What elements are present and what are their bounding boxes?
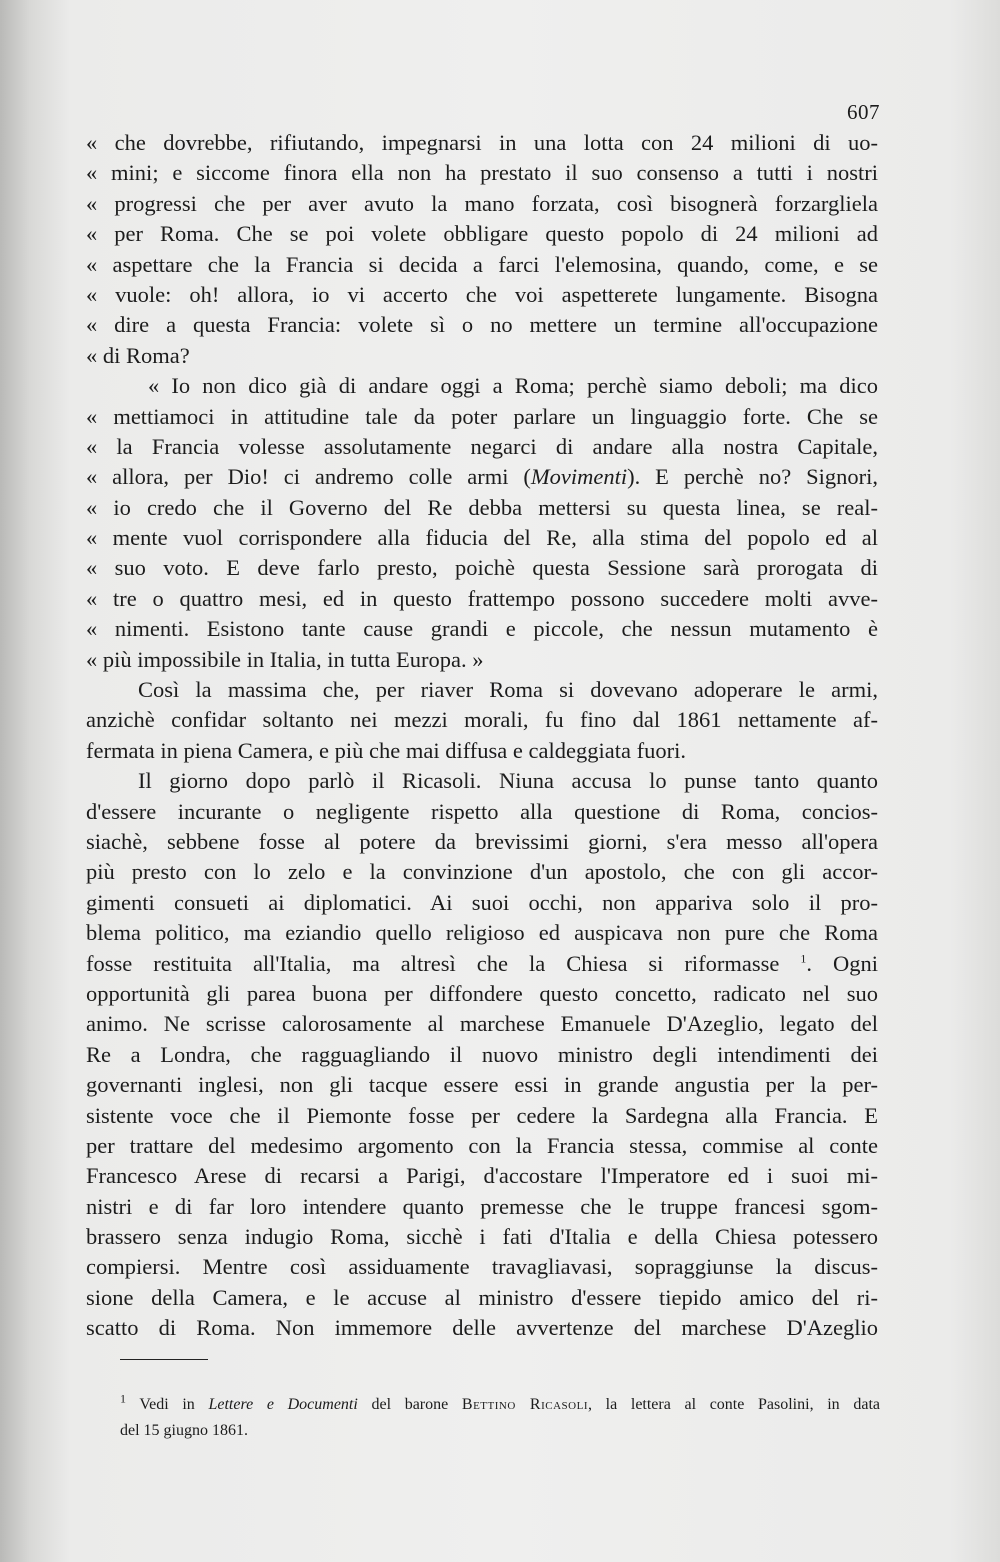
footnote-text: , la lettera al conte Pasolini, in data [588,1396,880,1413]
text-line: nistri e di far loro intendere quanto premesse che le truppe francesi sgom- [86,1193,878,1219]
text-line: compiersi. Mentre così assiduamente travagliavasi, sopraggiunse la discus- [86,1254,878,1280]
text-line: « più impossibile in Italia, in tutta Europa. » [86,646,484,672]
text-line: « Io non dico già di andare oggi a Roma; perchè siamo deboli; ma dico [148,373,878,399]
text-line-with-footnote-ref [86,949,878,979]
footnote-mark: 1 [120,1391,126,1406]
text-line: sistente voce che il Piemonte fosse per cedere la Sardegna alla Francia. E [86,1102,878,1128]
text-line: Francesco Arese di recarsi a Parigi, d'accostare l'Imperatore ed i suoi mi- [86,1163,878,1189]
italic-stage-direction: Movimenti [530,464,628,490]
text-line: « mente vuol corrispondere alla fiducia del Re, alla stima del popolo ed al [86,525,878,551]
text-line: blema politico, ma eziandio quello religioso ed auspicava non pure che Roma [86,920,878,946]
text-line: animo. Ne scrisse calorosamente al marchese Emanuele D'Azeglio, legato del [86,1011,878,1037]
text-segment: ). E perchè no? Signori, [627,464,878,490]
footnote-text: Vedi in [139,1396,209,1413]
footnote-line [120,1392,880,1418]
text-segment: fosse restituita all'Italia, ma altresì che la Chiesa si riformasse [86,950,801,976]
text-line: « mettiamoci in attitudine tale da poter parlare un linguaggio forte. Che se [86,403,878,429]
text-line: siachè, sebbene fosse al potere da brevissimi giorni, s'era messo all'opera [86,828,878,854]
page-number: 607 [847,100,880,124]
text-line: « io credo che il Governo del Re debba mettersi su questa linea, se real- [86,494,878,520]
footnote-divider [120,1359,208,1360]
text-line: gimenti consueti ai diplomatici. Ai suoi occhi, non appariva solo il pro- [86,889,878,915]
footnote-text: del barone [357,1396,462,1413]
text-line: « vuole: oh! allora, io vi accerto che voi aspetterete lungamente. Bisogna [86,281,878,307]
text-line: « nimenti. Esistono tante cause grandi e piccole, che nessun mutamento è [86,616,878,642]
footnote-title: Lettere e Documenti [208,1396,358,1413]
text-line: « che dovrebbe, rifiutando, impegnarsi in una lotta con 24 milioni di uo- [86,130,878,155]
text-line: « tre o quattro mesi, ed in questo frattempo possono succedere molti avve- [86,585,878,611]
footnote-reference[interactable]: 1 [800,951,807,966]
text-line: « la Francia volesse assolutamente negarci di andare alla nostra Capitale, [86,433,878,459]
text-line: « aspettare che la Francia si decida a farci l'elemosina, quando, come, e se [86,251,878,277]
text-line: « dire a questa Francia: volete sì o no mettere un termine all'occupazione [86,312,878,338]
text-line: sione della Camera, e le accuse al ministro d'essere tiepido amico del ri- [86,1284,878,1310]
text-line: « mini; e siccome finora ella non ha prestato il suo consenso a tutti i nostri [86,160,878,186]
text-line: scatto di Roma. Non immemore delle avvertenze del marchese D'Azeglio [86,1315,878,1341]
text-line: brassero senza indugio Roma, sicchè i fati d'Italia e della Chiesa potessero [86,1224,878,1250]
text-line: opportunità gli parea buona per diffondere questo concetto, radicato nel suo [86,980,878,1006]
text-line: « suo voto. E deve farlo presto, poichè questa Sessione sarà prorogata di [86,555,878,581]
body-text [86,128,878,1344]
text-line: per trattare del medesimo argomento con la Francia stessa, commise al conte [86,1132,878,1158]
text-line: « di Roma? [86,342,190,368]
text-line: Così la massima che, per riaver Roma si dovevano adoperare le armi, [138,677,878,703]
text-line: più presto con lo zelo e la convinzione d'un apostolo, che con gli accor- [86,859,878,885]
footnote [120,1392,880,1444]
text-line: « per Roma. Che se poi volete obbligare questo popolo di 24 milioni ad [86,221,878,247]
text-segment: . Ogni [806,950,879,976]
text-line: anzichè confidar soltanto nei mezzi morali, fu fino dal 1861 nettamente af- [86,707,878,733]
text-line: fermata in piena Camera, e più che mai diffusa e caldeggiata fuori. [86,737,686,763]
text-line: Re a Londra, che ragguagliando il nuovo ministro degli intendimenti dei [86,1041,878,1067]
footnote-line: del 15 giugno 1861. [120,1422,248,1439]
text-segment: « allora, per Dio! ci andremo colle armi ( [86,464,531,490]
text-line: Il giorno dopo parlò il Ricasoli. Niuna accusa lo punse tanto quanto [138,768,878,794]
text-line: « progressi che per aver avuto la mano forzata, così bisognerà forzargliela [86,190,878,216]
text-line: governanti inglesi, non gli tacque essere essi in grande angustia per la per- [86,1072,878,1098]
text-line: d'essere incurante o negligente rispetto alla questione di Roma, concios- [86,798,878,824]
text-line-with-italic [86,462,878,492]
footnote-author: Bettino Ricasoli [461,1396,588,1413]
